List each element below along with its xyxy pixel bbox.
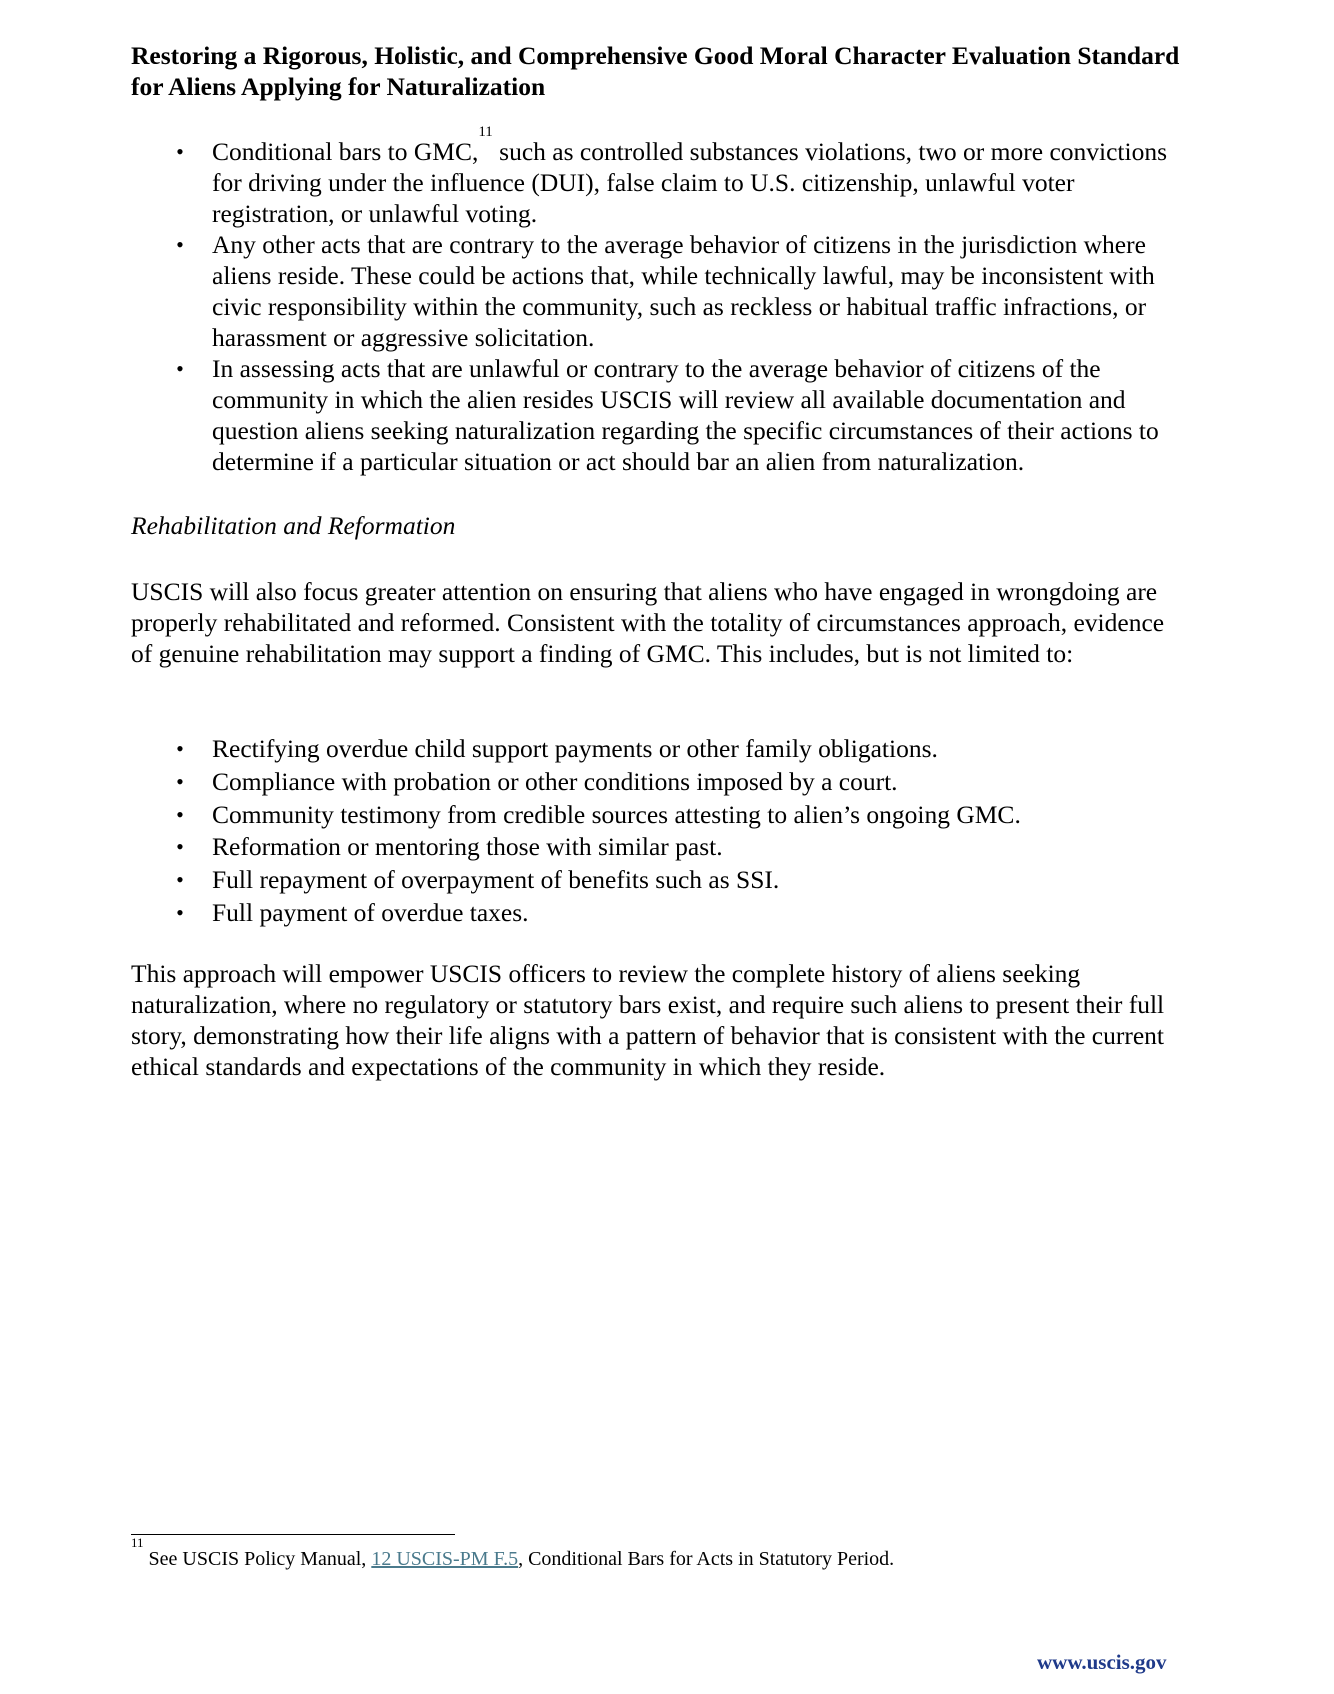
footnote-reference[interactable]: 11 bbox=[478, 124, 493, 140]
conditional-bars-list bbox=[0, 124, 1182, 477]
page-title: Restoring a Rigorous, Holistic, and Comprehensive Good Moral Character Evaluation Standard for Aliens Applying for Naturalization bbox=[131, 41, 1180, 101]
list-item-text: Rectifying overdue child support payments or other family obligations. bbox=[212, 734, 938, 763]
list-item-text: Community testimony from credible sources attesting to alien’s ongoing GMC. bbox=[212, 799, 1021, 829]
list-item-text: Full payment of overdue taxes. bbox=[212, 897, 529, 927]
bullet-icon: • bbox=[176, 834, 184, 860]
footnote bbox=[131, 1535, 895, 1572]
list-item bbox=[0, 229, 1182, 353]
closing-paragraph: This approach will empower USCIS officers to review the complete history of aliens seeking naturalization, where no regulatory or statutory bars exist, and require such aliens to present their full story, demonstrating how their life aligns with a pattern of behavior that is consistent with the current ethical standards and expectations of the community in which they reside. bbox=[131, 959, 1165, 1081]
rehabilitation-evidence-list bbox=[0, 733, 1182, 930]
list-item-text: Compliance with probation or other conditions imposed by a court. bbox=[212, 766, 898, 796]
list-item-text: Conditional bars to GMC, bbox=[212, 137, 479, 166]
list-item bbox=[0, 733, 1182, 766]
footnote-text: See USCIS Policy Manual, bbox=[143, 1548, 372, 1570]
list-item-text: Reformation or mentoring those with similar past. bbox=[212, 832, 723, 862]
footnote-number: 11 bbox=[131, 1535, 144, 1550]
list-item-text: Full repayment of overpayment of benefits such as SSI. bbox=[212, 865, 780, 895]
bullet-icon: • bbox=[176, 736, 184, 761]
bullet-icon: • bbox=[176, 867, 184, 893]
list-item bbox=[0, 124, 1182, 229]
section-subheading: Rehabilitation and Reformation bbox=[131, 511, 456, 540]
list-item bbox=[0, 864, 1182, 897]
bullet-icon: • bbox=[176, 801, 184, 827]
list-item bbox=[0, 766, 1182, 799]
bullet-icon: • bbox=[176, 139, 184, 164]
list-item-text: such as controlled substances violations, two or more convictions for driving under the influence (DUI), false claim to U.S. citizenship, unlawful voter registration, or unlawful voting. bbox=[212, 137, 1168, 228]
footnote-text: , Conditional Bars for Acts in Statutory Period. bbox=[518, 1548, 895, 1570]
list-item-text: In assessing acts that are unlawful or contrary to the average behavior of citizens of the community in which the alien resides USCIS will review all available documentation and question aliens seeking naturalization regarding the specific circumstances of their actions to determine if a particular situation or act should bar an alien from naturalization. bbox=[212, 354, 1159, 476]
bullet-icon: • bbox=[176, 768, 184, 794]
bullet-icon: • bbox=[176, 899, 184, 925]
list-item bbox=[0, 799, 1182, 832]
list-item-text: Any other acts that are contrary to the average behavior of citizens in the jurisdiction where aliens reside. These could be actions that, while technically lawful, may be inconsistent with civic responsibility within the community, such as reckless or habitual traffic infractions, or harassment or aggressive solicitation. bbox=[212, 230, 1155, 352]
bullet-icon: • bbox=[176, 356, 184, 381]
footnote-divider bbox=[131, 1534, 455, 1535]
rehabilitation-paragraph: USCIS will also focus greater attention on ensuring that aliens who have engaged in wrongdoing are properly rehabilitated and reformed. Consistent with the totality of circumstances approach, evidence of genuine rehabilitation may support a finding of GMC. This includes, but is not limited to: bbox=[131, 577, 1165, 668]
policy-manual-link[interactable]: 12 USCIS-PM F.5 bbox=[371, 1548, 519, 1570]
list-item bbox=[0, 897, 1182, 930]
list-item bbox=[0, 831, 1182, 864]
list-item bbox=[0, 353, 1182, 477]
bullet-icon: • bbox=[176, 232, 184, 257]
website-footer[interactable]: www.uscis.gov bbox=[1037, 1650, 1167, 1674]
